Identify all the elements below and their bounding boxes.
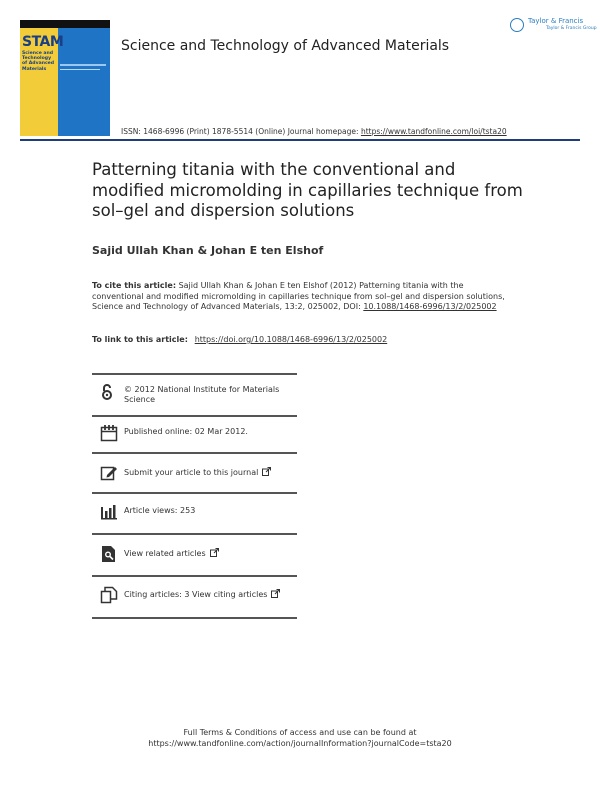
- copyright-text: [124, 385, 279, 405]
- cover-abbr: STAM: [22, 34, 64, 50]
- journal-cover-image: [20, 20, 110, 136]
- header-divider: [20, 139, 580, 141]
- citation-label: To cite this article:: [92, 281, 177, 290]
- publisher-logo-icon: [510, 18, 524, 32]
- submit-article-label: Submit your article to this journal: [124, 468, 259, 477]
- citing-articles-icon: [100, 586, 118, 604]
- copyright-line-2: Science: [124, 395, 156, 404]
- publisher-logo[interactable]: [510, 16, 597, 36]
- copyright-line-1: © 2012 National Institute for Materials: [124, 385, 280, 394]
- cover-decoration: [60, 69, 100, 70]
- related-articles-link[interactable]: [124, 548, 219, 559]
- divider: [92, 492, 297, 494]
- external-link-icon: [210, 548, 219, 557]
- citation-doi-link[interactable]: 10.1088/1468-6996/13/2/025002: [363, 302, 497, 312]
- external-link-icon: [262, 467, 271, 476]
- related-articles-label: View related articles: [124, 549, 206, 558]
- divider: [92, 452, 297, 454]
- related-search-icon: [100, 545, 118, 563]
- cover-decoration: [60, 64, 106, 66]
- issn-line: [121, 127, 507, 136]
- divider: [92, 617, 297, 619]
- citation-text: Sajid Ullah Khan & Johan E ten Elshof (2012) Patterning titania with the conventional and modified micromolding in capillaries technique from sol–gel and dispersion solutions, Science and Technology of Advanced Materials, 13:2, 025002, DOI:: [92, 281, 505, 312]
- article-authors[interactable]: Sajid Ullah Khan & Johan E ten Elshof: [92, 244, 324, 257]
- footer: [0, 727, 600, 749]
- footer-terms-text: Full Terms & Conditions of access and use can be found at: [183, 728, 417, 737]
- divider: [92, 373, 297, 375]
- publisher-name: Taylor & Francis: [528, 17, 584, 25]
- external-link-icon: [271, 589, 280, 598]
- divider: [92, 575, 297, 577]
- citation-block: [92, 281, 512, 313]
- submit-article-link[interactable]: [124, 467, 271, 478]
- article-doi-link[interactable]: https://doi.org/10.1088/1468-6996/13/2/025002: [194, 335, 388, 344]
- article-link-label: To link to this article:: [92, 335, 191, 344]
- citing-articles-link[interactable]: [124, 589, 280, 600]
- issn-text: ISSN: 1468-6996 (Print) 1878-5514 (Online) Journal homepage:: [121, 127, 361, 136]
- journal-homepage-link[interactable]: https://www.tandfonline.com/loi/tsta20: [360, 127, 507, 136]
- footer-terms-link[interactable]: https://www.tandfonline.com/action/journalInformation?journalCode=tsta20: [148, 739, 452, 748]
- article-link-row: [92, 335, 387, 344]
- divider: [92, 415, 297, 417]
- citing-articles-label: Citing articles: 3 View citing articles: [124, 590, 268, 599]
- article-views-text: Article views: 253: [124, 506, 196, 515]
- publisher-group: Taylor & Francis Group: [546, 26, 597, 31]
- journal-title[interactable]: Science and Technology of Advanced Materials: [121, 38, 450, 54]
- cover-topbar: [20, 20, 110, 28]
- open-access-icon: [100, 383, 118, 401]
- published-date: Published online: 02 Mar 2012.: [124, 427, 248, 436]
- edit-icon: [100, 464, 118, 482]
- divider: [92, 533, 297, 535]
- article-title: Patterning titania with the conventional and modified micromolding in capillaries technique from sol–gel and dispersion solutions: [92, 160, 523, 220]
- cover-subtitle: Science and Technology of Advanced Materials: [22, 51, 55, 72]
- bar-chart-icon: [100, 503, 118, 521]
- calendar-icon: [100, 424, 118, 442]
